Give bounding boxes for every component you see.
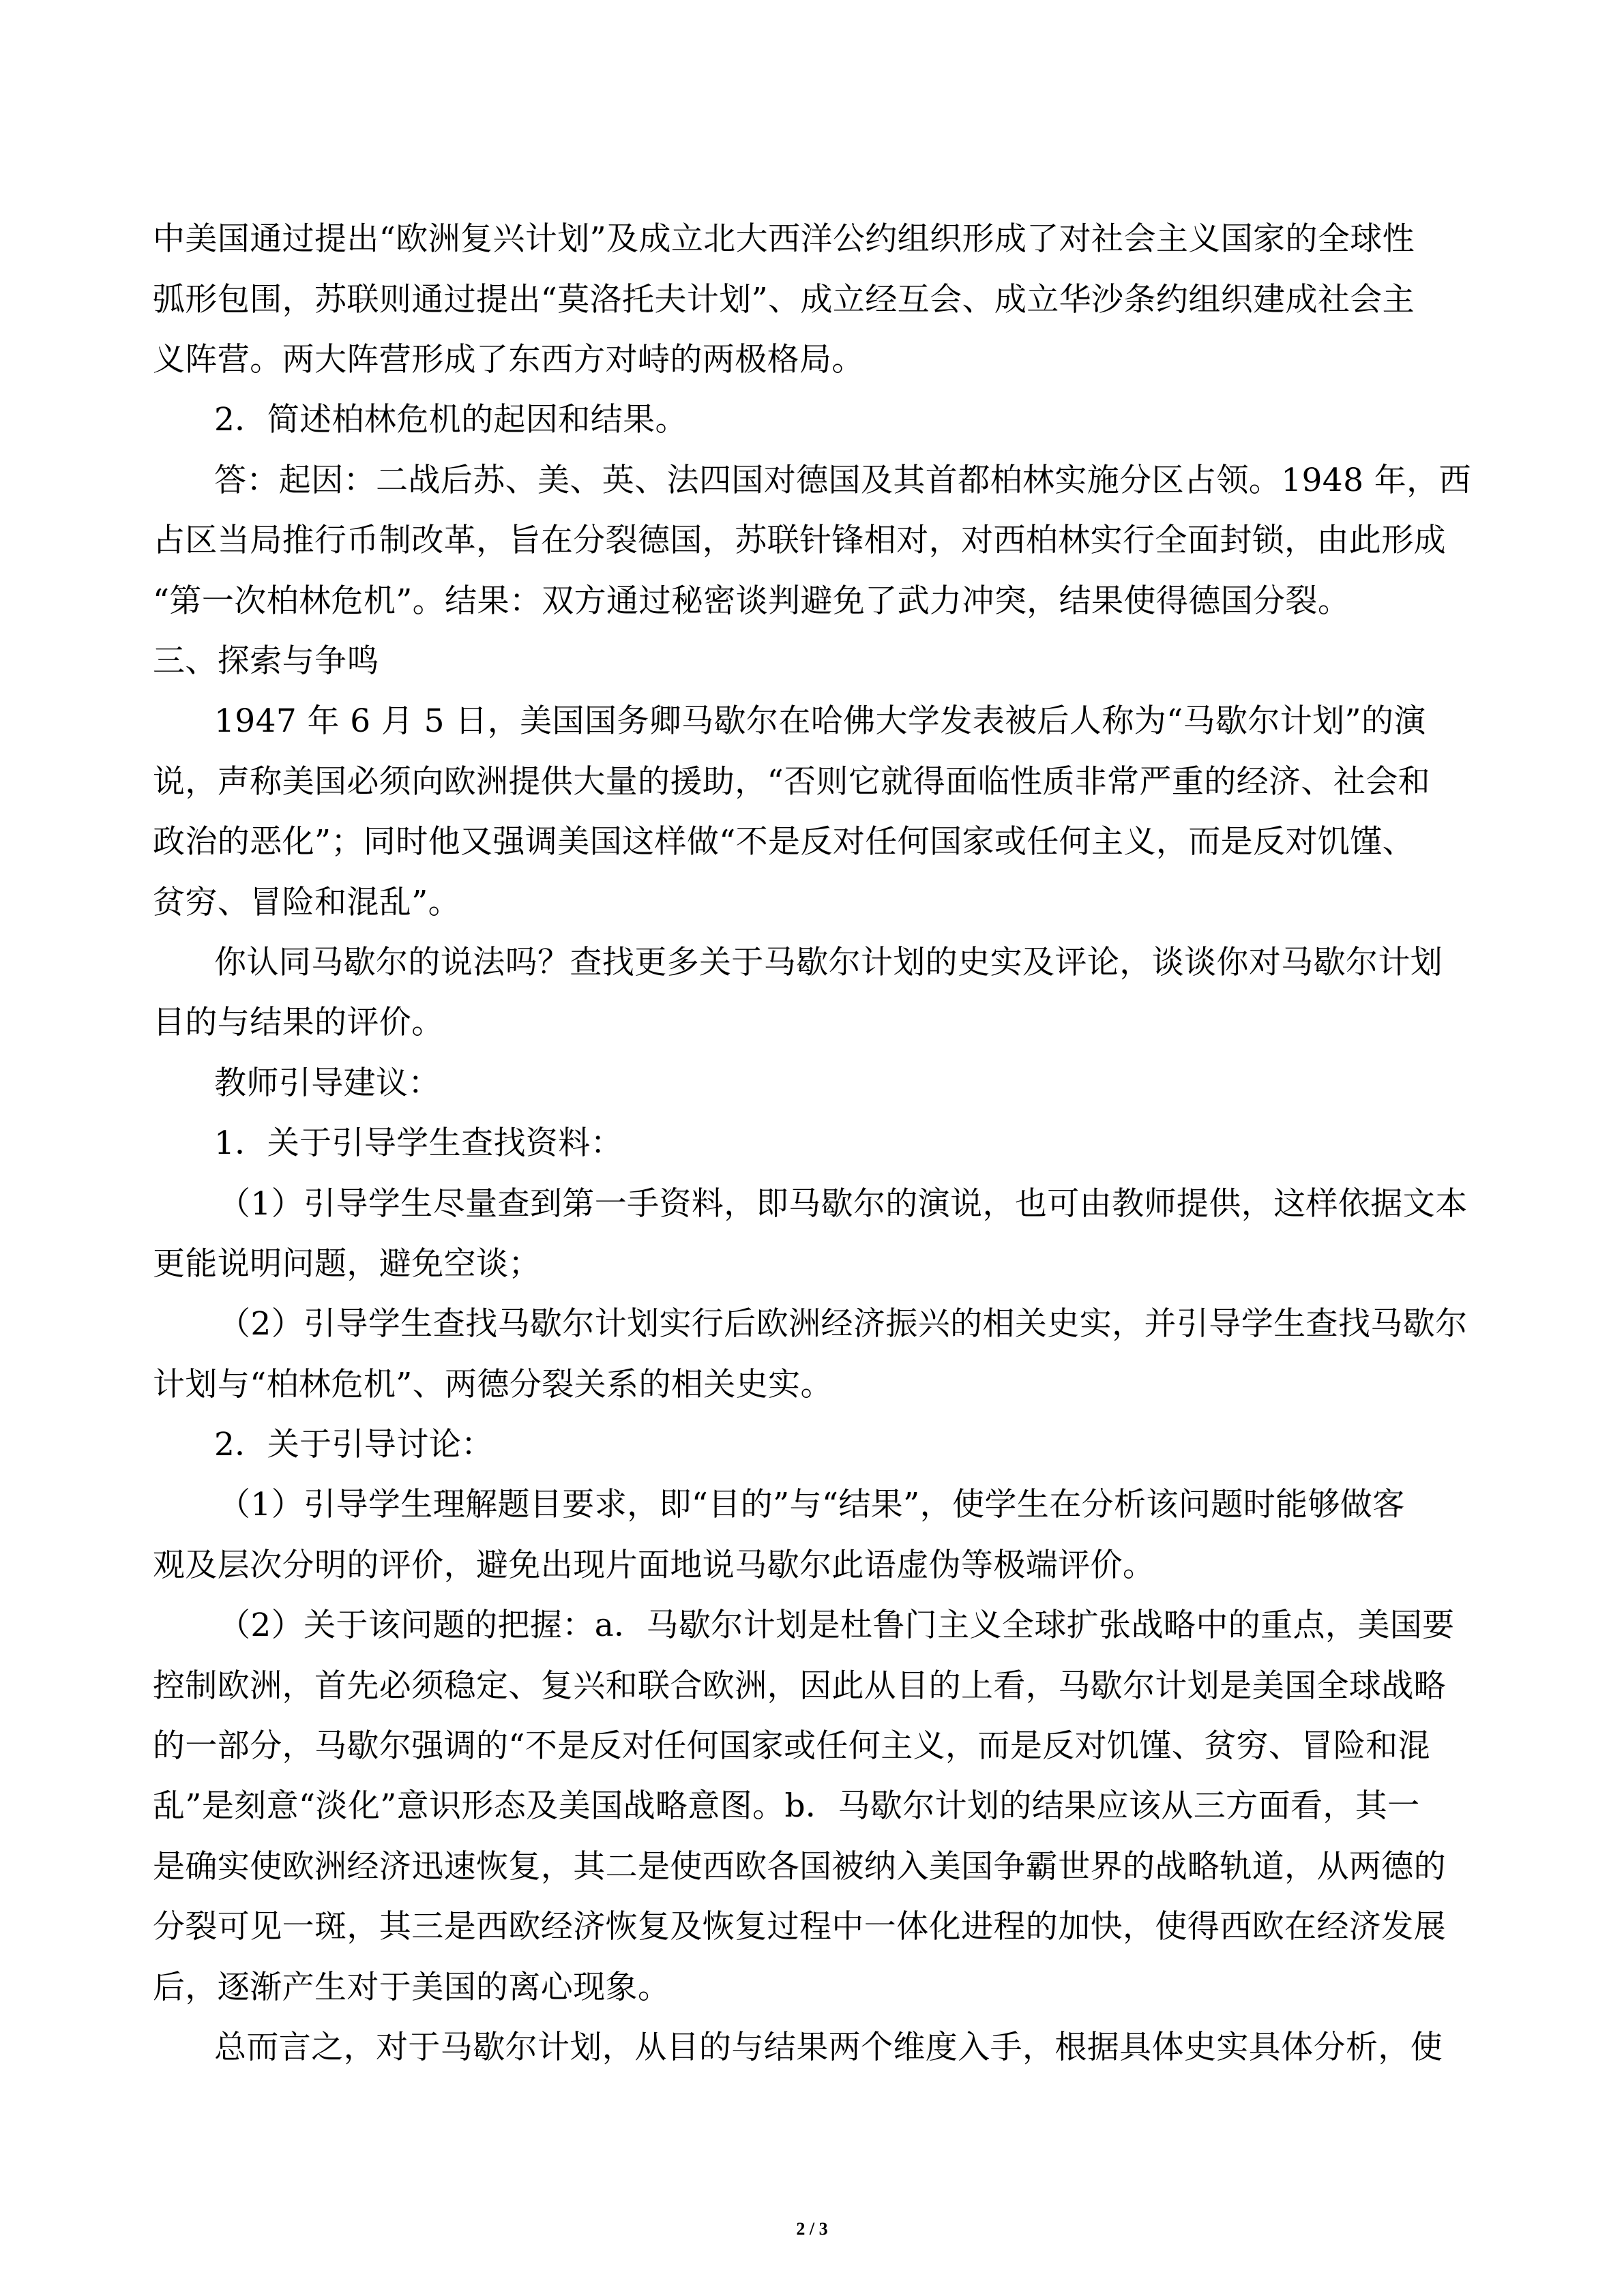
question-heading: 2．简述柏林危机的起因和结果。 xyxy=(214,401,688,438)
paragraph-line: 控制欧洲，首先必须稳定、复兴和联合欧洲，因此从目的上看，马歇尔计划是美国全球战略 xyxy=(153,1667,1446,1705)
subheading: 2．关于引导讨论： xyxy=(214,1426,494,1463)
paragraph-line: 弧形包围，苏联则通过提出“莫洛托夫计划”、成立经互会、成立华沙条约组织建成社会主 xyxy=(153,281,1415,318)
paragraph-line: “第一次柏林危机”。结果：双方通过秘密谈判避免了武力冲突，结果使得德国分裂。 xyxy=(153,582,1350,620)
paragraph-line: （1）引导学生理解题目要求，即“目的”与“结果”，使学生在分析该问题时能够做客 xyxy=(218,1486,1405,1523)
paragraph-line: 你认同马歇尔的说法吗？查找更多关于马歇尔计划的史实及评论，谈谈你对马歇尔计划 xyxy=(214,944,1443,981)
paragraph-line: 1947 年 6 月 5 日，美国国务卿马歇尔在哈佛大学发表被后人称为“马歇尔计划”的演 xyxy=(214,702,1426,740)
paragraph-line: （2）关于该问题的把握：a．马歇尔计划是杜鲁门主义全球扩张战略中的重点，美国要 xyxy=(218,1607,1455,1644)
paragraph-line: 政治的恶化”；同时他又强调美国这样做“不是反对任何国家或任何主义，而是反对饥馑、 xyxy=(153,823,1415,861)
paragraph-line: 更能说明问题，避免空谈； xyxy=(153,1245,541,1283)
paragraph-line: 义阵营。两大阵营形成了东西方对峙的两极格局。 xyxy=(153,341,864,378)
paragraph-line: 后，逐渐产生对于美国的离心现象。 xyxy=(153,1969,670,2006)
section-heading: 三、探索与争鸣 xyxy=(153,642,379,680)
paragraph-line: 观及层次分明的评价，避免出现片面地说马歇尔此语虚伪等极端评价。 xyxy=(153,1547,1155,1584)
paragraph-line: 总而言之，对于马歇尔计划，从目的与结果两个维度入手，根据具体史实具体分析，使 xyxy=(214,2029,1443,2066)
paragraph-line: 乱”是刻意“淡化”意识形态及美国战略意图。b．马歇尔计划的结果应该从三方面看，其一 xyxy=(153,1787,1420,1825)
paragraph-line: （1）引导学生尽量查到第一手资料，即马歇尔的演说，也可由教师提供，这样依据文本 xyxy=(218,1185,1468,1223)
paragraph-line: 是确实使欧洲经济迅速恢复，其二是使西欧各国被纳入美国争霸世界的战略轨道，从两德的 xyxy=(153,1848,1446,1885)
page-number: 2 / 3 xyxy=(796,2219,828,2239)
paragraph-line: 的一部分，马歇尔强调的“不是反对任何国家或任何主义，而是反对饥馑、贫穷、冒险和混 xyxy=(153,1727,1431,1765)
paragraph-line: 分裂可见一斑，其三是西欧经济恢复及恢复过程中一体化进程的加快，使得西欧在经济发展 xyxy=(153,1908,1446,1945)
paragraph-line: 计划与“柏林危机”、两德分裂关系的相关史实。 xyxy=(153,1366,833,1403)
paragraph-line: 答：起因：二战后苏、美、英、法四国对德国及其首都柏林实施分区占领。1948 年，西 xyxy=(214,462,1471,499)
paragraph-line: 贫穷、冒险和混乱”。 xyxy=(153,884,461,921)
paragraph-line: 占区当局推行币制改革，旨在分裂德国，苏联针锋相对，对西柏林实行全面封锁，由此形成 xyxy=(153,522,1446,559)
subheading: 教师引导建议： xyxy=(214,1064,441,1102)
paragraph-line: 说，声称美国必须向欧洲提供大量的援助，“否则它就得面临性质非常严重的经济、社会和 xyxy=(153,763,1431,801)
paragraph-line: （2）引导学生查找马歇尔计划实行后欧洲经济振兴的相关史实，并引导学生查找马歇尔 xyxy=(218,1305,1468,1343)
subheading: 1．关于引导学生查找资料： xyxy=(214,1124,623,1162)
paragraph-line: 中美国通过提出“欧洲复兴计划”及成立北大西洋公约组织形成了对社会主义国家的全球性 xyxy=(153,220,1415,258)
paragraph-line: 目的与结果的评价。 xyxy=(153,1004,444,1041)
